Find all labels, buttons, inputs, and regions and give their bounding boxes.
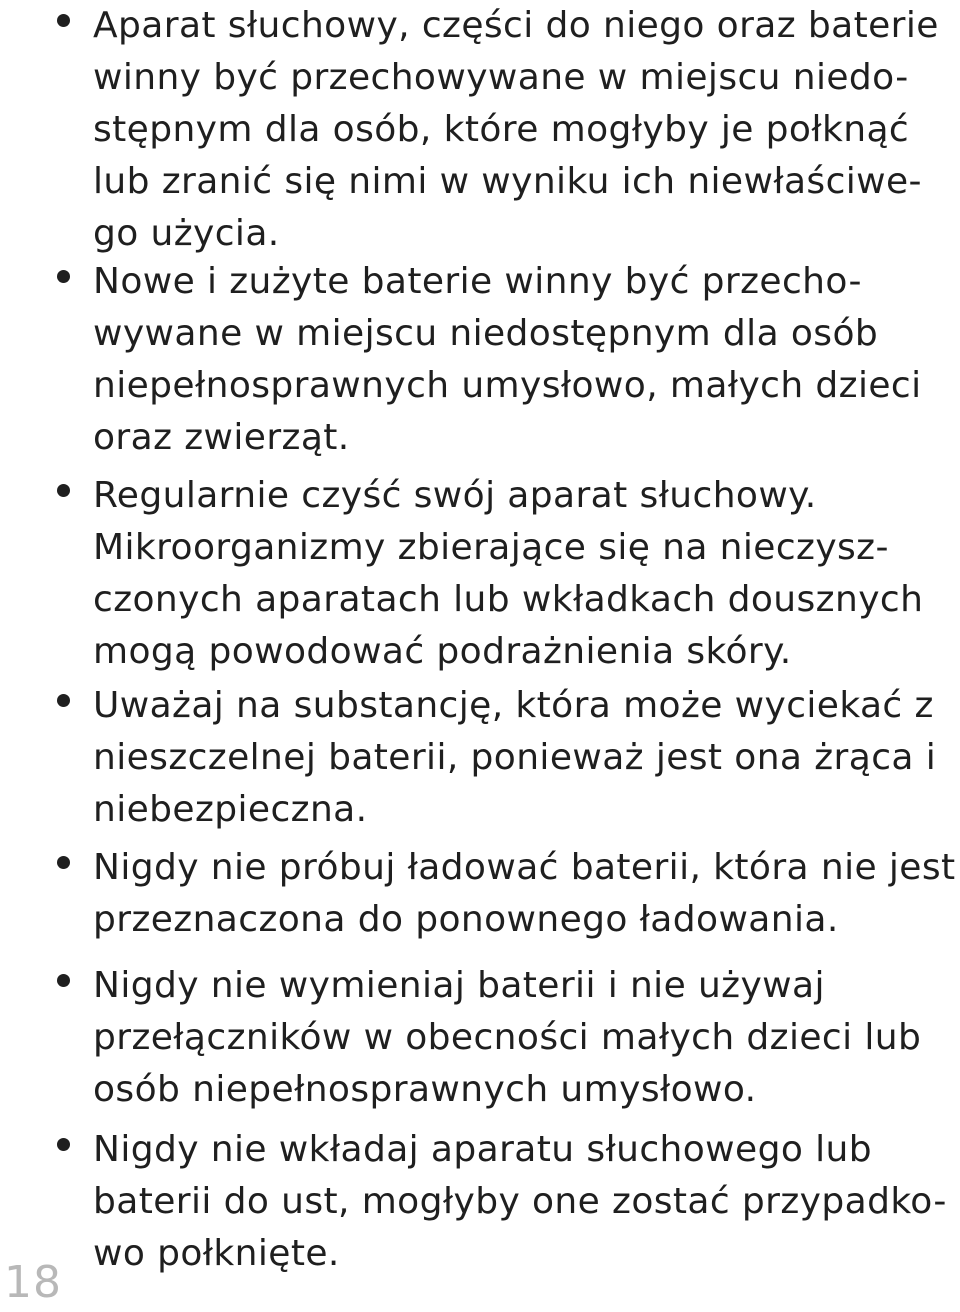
bullet-text <box>93 680 943 836</box>
text-line: go użycia. <box>93 213 280 254</box>
text-line: niebezpieczna. <box>93 789 368 830</box>
text-line: osób niepełnosprawnych umysłowo. <box>93 1069 757 1110</box>
bullet-icon <box>57 270 70 283</box>
text-line: stępnym dla osób, które mogłyby je połknąć <box>93 109 910 150</box>
bullet-icon <box>57 694 70 707</box>
bullet-icon <box>57 974 70 987</box>
text-line: wo połknięte. <box>93 1233 340 1274</box>
text-line: przeznaczona do ponownego ładowania. <box>93 899 839 940</box>
text-line: baterii do ust, mogłyby one zostać przypadko- <box>93 1181 947 1222</box>
text-line: przełączników w obecności małych dzieci lub <box>93 1017 922 1058</box>
bullet-text <box>93 0 943 260</box>
text-line: winny być przechowywane w miejscu niedo- <box>93 57 909 98</box>
text-line: Nigdy nie wymieniaj baterii i nie używaj <box>93 965 825 1006</box>
text-line: Nigdy nie próbuj ładować baterii, która nie jest <box>93 847 956 888</box>
bullet-text <box>93 842 956 946</box>
text-line: mogą powodować podrażnienia skóry. <box>93 631 792 672</box>
text-line: Nowe i zużyte baterie winny być przecho- <box>93 261 862 302</box>
bullet-text <box>93 470 943 678</box>
text-line: niepełnosprawnych umysłowo, małych dzieci <box>93 365 922 406</box>
text-line: lub zranić się nimi w wyniku ich niewłaściwe- <box>93 161 922 202</box>
bullet-icon <box>57 14 70 27</box>
text-line: Nigdy nie wkładaj aparatu słuchowego lub <box>93 1129 872 1170</box>
bullet-text <box>93 960 943 1116</box>
bullet-text <box>93 1124 947 1280</box>
text-line: wywane w miejscu niedostępnym dla osób <box>93 313 879 354</box>
text-line: czonych aparatach lub wkładkach dousznych <box>93 579 924 620</box>
bullet-icon <box>57 484 70 497</box>
text-line: Uważaj na substancję, która może wyciekać z <box>93 685 934 726</box>
page-number: 18 <box>4 1257 62 1308</box>
text-line: Regularnie czyść swój aparat słuchowy. <box>93 475 817 516</box>
bullet-text <box>93 256 943 464</box>
bullet-icon <box>57 1138 70 1151</box>
text-line: nieszczelnej baterii, ponieważ jest ona żrąca i <box>93 737 937 778</box>
text-line: oraz zwierząt. <box>93 417 350 458</box>
bullet-icon <box>57 856 70 869</box>
text-line: Mikroorganizmy zbierające się na nieczysz- <box>93 527 889 568</box>
text-line: Aparat słuchowy, części do niego oraz baterie <box>93 5 939 46</box>
